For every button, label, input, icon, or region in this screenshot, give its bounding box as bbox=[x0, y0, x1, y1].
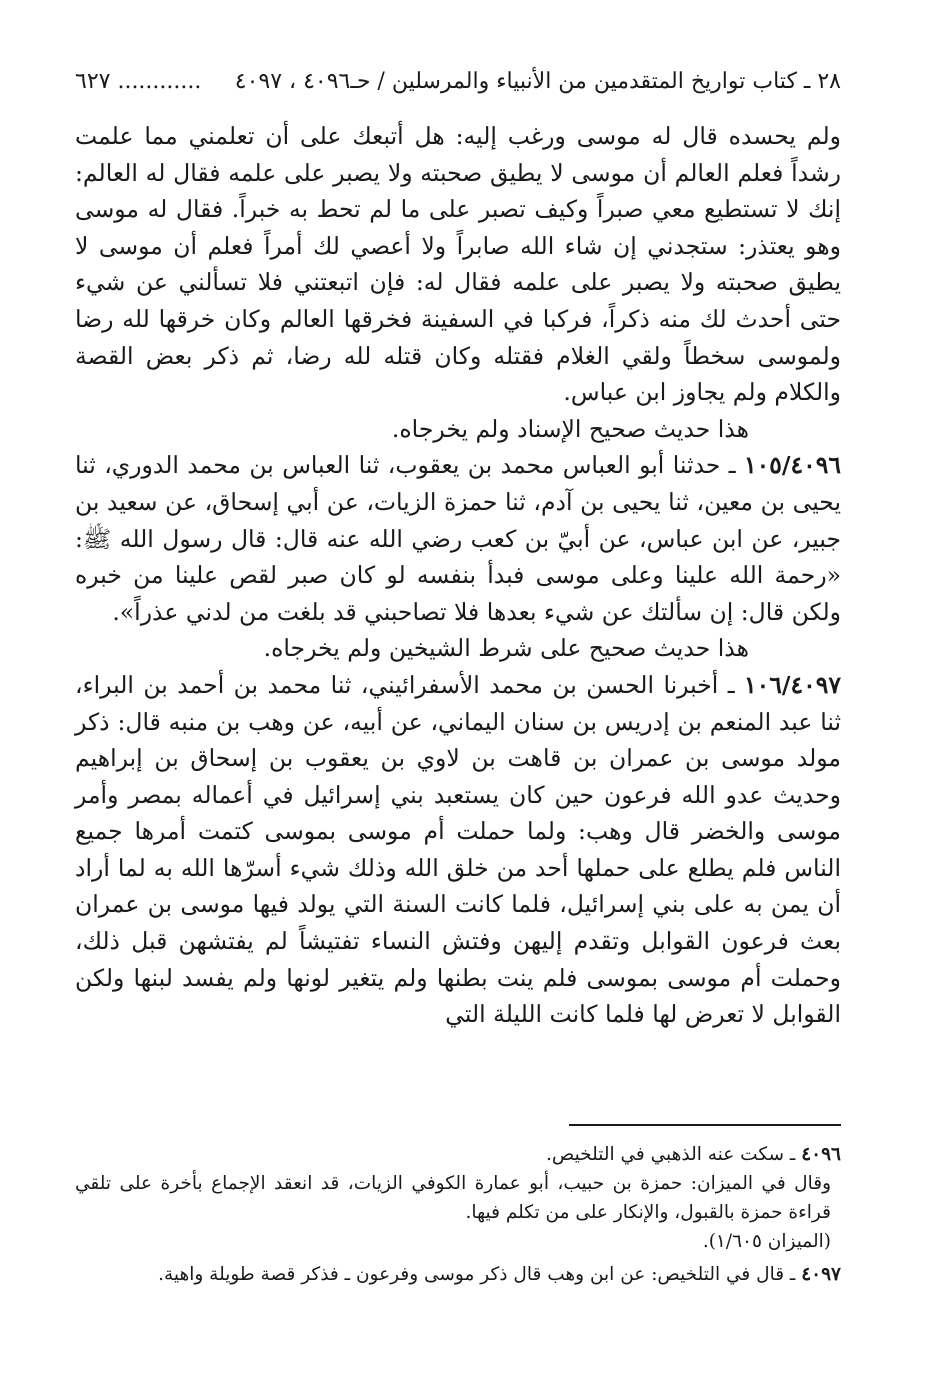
header-page-number bbox=[75, 62, 201, 102]
hadith-4096 bbox=[75, 447, 841, 630]
verdict-line: هذا حديث صحيح الإسناد ولم يخرجاه. bbox=[391, 414, 749, 443]
header-dots: ............ bbox=[117, 69, 202, 94]
hadith-number: ١٠٥/٤٠٩٦ bbox=[744, 451, 841, 480]
footnote-separator bbox=[569, 1124, 841, 1126]
footnote-text: ـ قال في التلخيص: عن ابن وهب قال ذكر موسى وفرعون ـ فذكر قصة طويلة واهية. bbox=[158, 1264, 796, 1285]
paragraph-continuation: ولم يحسده قال له موسى ورغب إليه: هل أتبعك على أن تعلمني مما علمت رشداً فعلم العالم أن موسى لا يطيق صحبته ولا يصبر على علمه فقال له العالم: إنك لا تستطيع معي صبراً وكيف تصبر على ما لم تحط به خبراً. فقال له موسى وهو يعتذر: ستجدني إن شاء الله صابراً ولا أعصي لك أمراً فعلم أن موسى لا يطيق صحبته ولا يصبر على علمه فقال له: فإن اتبعتني فلا تسألني عن شيء حتى أحدث لك منه ذكراً، فركبا في السفينة فخرقها العالم وكان خرقها لله رضا ولموسى سخطاً ولقي الغلام فقتله وكان قتله لله رضا، ثم ذكر بعض القصة والكلام ولم يجاوز ابن عباس. bbox=[75, 122, 841, 407]
page-number: ٦٢٧ bbox=[75, 69, 111, 94]
hadith-text: ـ أخبرنا الحسن بن محمد الأسفرائيني، ثنا محمد بن أحمد بن البراء، ثنا عبد المنعم بن إدريس بن سنان اليماني، عن أبيه، عن وهب بن منبه قال: ذكر مولد موسى بن عمران بن قاهت بن لاوي بن يعقوب بن إسحاق بن إبراهيم وحديث عدو الله فرعون حين كان يستعبد بني إسرائيل في أعماله بمصر وأمر موسى والخضر قال وهب: ولما حملت أم موسى بموسى كتمت أمرها جميع الناس فلم يطلع على حملها أحد من خلق الله وذلك شيء أسرّها الله به لما أراد أن يمن به على بني إسرائيل، فلما كانت السنة التي يولد فيها موسى بن عمران بعث فرعون القوابل وتقدم إليهن وفتش النساء تفتيشاً لم يفتشهن قبل ذلك، وحملت أم موسى بموسى فلم ينت بطنها ولم يتغير لونها ولم يفسد لبنها ولكن القوابل لا تعرض لها فلما كانت الليلة التي bbox=[75, 670, 841, 1029]
footnote-number: ٤٠٩٦ bbox=[801, 1144, 841, 1165]
footnote-4096 bbox=[75, 1140, 841, 1169]
verdict-line: هذا حديث صحيح على شرط الشيخين ولم يخرجاه. bbox=[263, 634, 749, 663]
header-title: ٢٨ ـ كتاب تواريخ المتقدمين من الأنبياء والمرسلين / حـ٤٠٩٦ ، ٤٠٩٧ bbox=[234, 69, 841, 94]
main-text bbox=[75, 118, 841, 1033]
footnote-number: ٤٠٩٧ bbox=[801, 1264, 841, 1285]
footnote-continuation: وقال في الميزان: حمزة بن حبيب، أبو عمارة الكوفي الزيات، قد انعقد الإجماع بأخرة على تلقي قراءة حمزة بالقبول، والإنكار على من تكلم فيها. bbox=[75, 1173, 831, 1223]
hadith-text: ـ حدثنا أبو العباس محمد بن يعقوب، ثنا العباس بن محمد الدوري، ثنا يحيى بن معين، ثنا يحيى بن آدم، ثنا حمزة الزيات، عن أبي إسحاق، عن سعيد بن جبير، عن ابن عباس، عن أبيّ بن كعب رضي الله عنه قال: قال رسول الله ﷺ: «رحمة الله علينا وعلى موسى فبدأ بنفسه لو كان صبر لقص علينا من خبره ولكن قال: إن سألتك عن شيء بعدها فلا تصاحبني قد بلغت من لدني عذراً». bbox=[75, 451, 841, 626]
footnote-reference: (الميزان ١/٦٠٥). bbox=[702, 1231, 831, 1252]
running-header bbox=[75, 62, 841, 102]
hadith-number: ١٠٦/٤٠٩٧ bbox=[744, 670, 841, 699]
hadith-4097 bbox=[75, 667, 841, 1033]
footnotes bbox=[75, 1140, 841, 1289]
footnote-text: ـ سكت عنه الذهبي في التلخيص. bbox=[546, 1144, 796, 1165]
footnote-4097 bbox=[75, 1260, 841, 1289]
